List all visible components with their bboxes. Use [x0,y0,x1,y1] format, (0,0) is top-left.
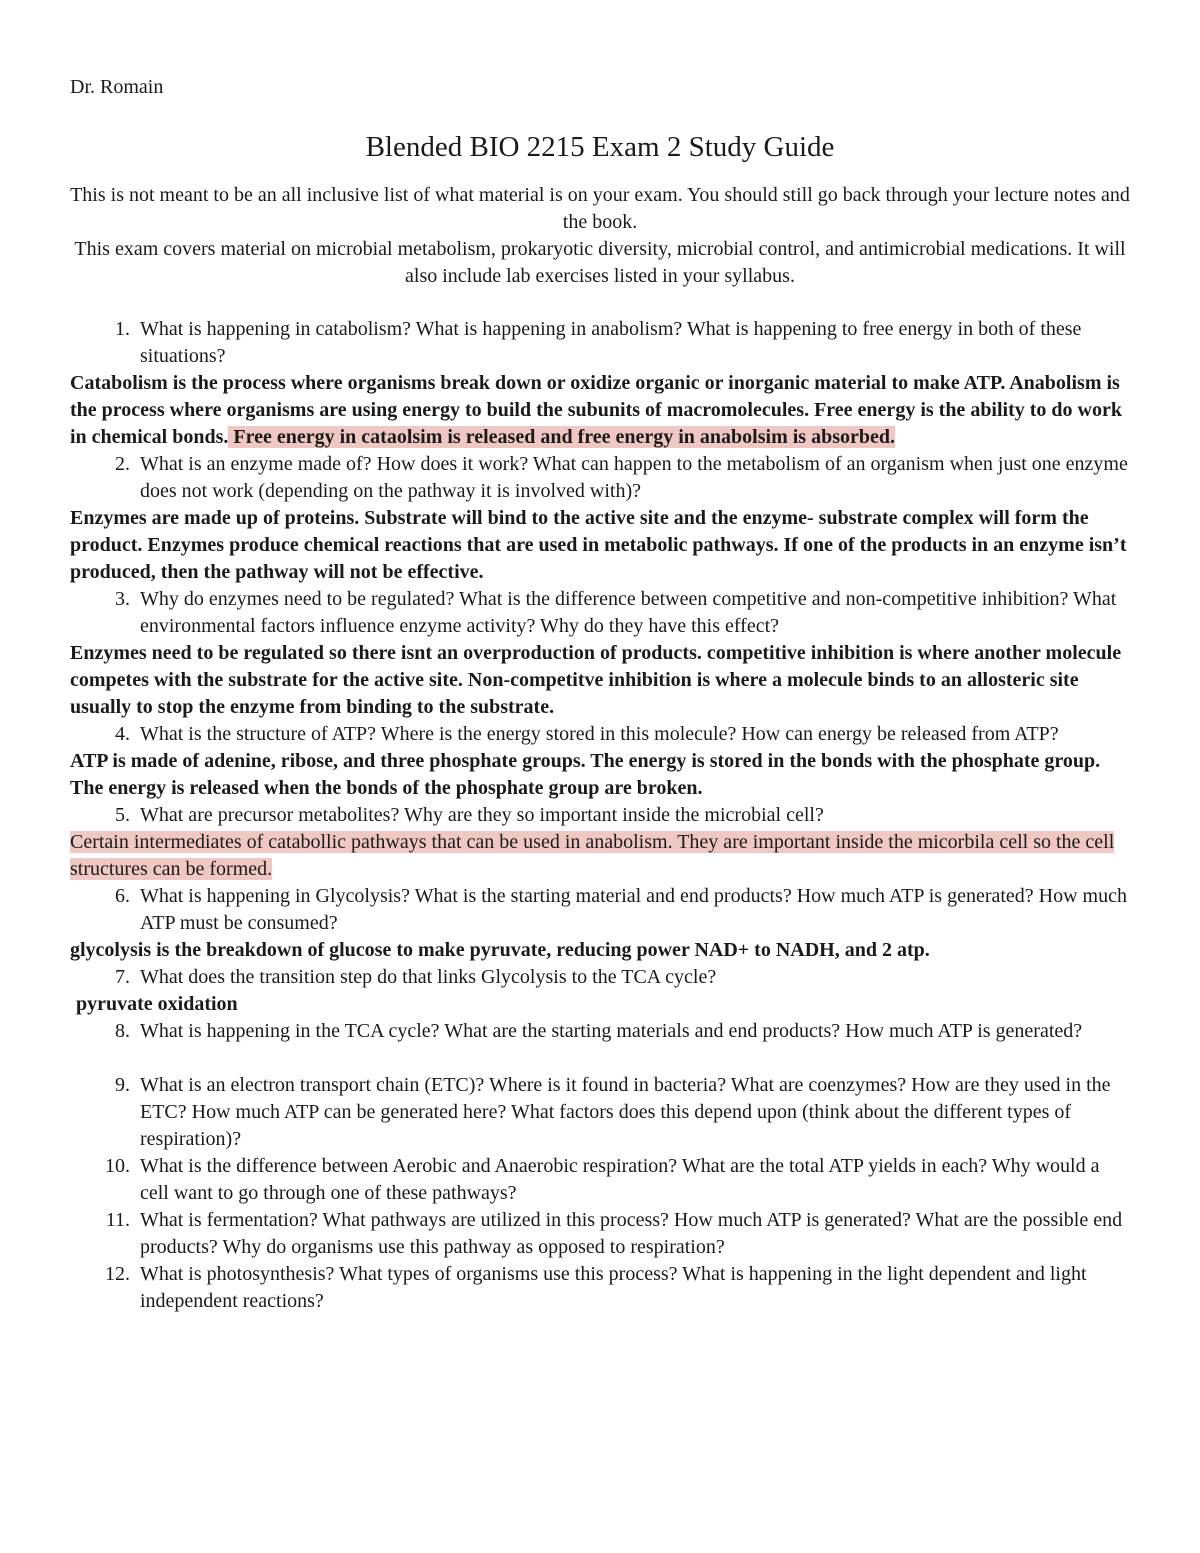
page-title: Blended BIO 2215 Exam 2 Study Guide [365,131,835,163]
question-number: 6. [115,885,130,907]
answer-4: ATP is made of adenine, ribose, and three phosphate groups. The energy is stored in the bonds with the phosphate group. The energy is released when the bonds of the phosphate group are broken. [70,750,1101,799]
question-number: 4. [115,723,130,745]
answer-highlight: Certain intermediates of catabollic pathways that can be used in anabolism. They are important inside the micorbila cell so the cell structures can be formed. [70,831,1115,880]
question-5 [70,802,1130,829]
question-list [70,316,1130,1315]
question-number: 5. [115,804,130,826]
question-number: 3. [115,588,130,610]
blank-line [70,1045,1130,1072]
question-text: What is photosynthesis? What types of organisms use this process? What is happening in the light dependent and light independent reactions? [140,1263,1087,1312]
question-number: 2. [115,453,130,475]
question-number: 10. [105,1155,130,1177]
question-text: What does the transition step do that links Glycolysis to the TCA cycle? [140,966,717,988]
question-number: 1. [115,318,130,340]
question-12 [70,1261,1130,1315]
question-text: What is the difference between Aerobic and Anaerobic respiration? What are the total ATP yields in each? Why would a cell want to go through one of these pathways? [140,1155,1100,1204]
question-text: What is an electron transport chain (ETC)? Where is it found in bacteria? What are coenzymes? How are they used in the ETC? How much ATP can be generated here? What factors does this depend upon (think about the different types of respiration)? [140,1074,1111,1150]
question-text: What is happening in catabolism? What is happening in anabolism? What is happening to free energy in both of these situations? [140,318,1082,367]
question-text: What are precursor metabolites? Why are they so important inside the microbial cell? [140,804,824,826]
question-number: 8. [115,1020,130,1042]
question-1 [70,316,1130,370]
answer-2: Enzymes are made up of proteins. Substrate will bind to the active site and the enzyme- substrate complex will form the product. Enzymes produce chemical reactions that are used in metabolic pathways. If one of the products in an enzyme isn’t produced, then the pathway will not be effective. [70,507,1127,583]
question-number: 7. [115,966,130,988]
question-number: 12. [105,1263,130,1285]
question-3 [70,586,1130,640]
question-text: What is happening in Glycolysis? What is the starting material and end products? How much ATP is generated? How much ATP must be consumed? [140,885,1127,934]
intro-paragraph-2: This exam covers material on microbial metabolism, prokaryotic diversity, microbial control, and antimicrobial medications. It will also include lab exercises listed in your syllabus. [74,238,1126,287]
question-7 [70,964,1130,991]
question-8 [70,1018,1130,1045]
question-6 [70,883,1130,937]
question-text: What is an enzyme made of? How does it work? What can happen to the metabolism of an organism when just one enzyme does not work (depending on the pathway it is involved with)? [140,453,1128,502]
question-text: What is the structure of ATP? Where is the energy stored in this molecule? How can energy be released from ATP? [140,723,1059,745]
intro-paragraph-1: This is not meant to be an all inclusive list of what material is on your exam. You should still go back through your lecture notes and the book. [70,184,1130,233]
question-9 [70,1072,1130,1153]
intro-block [70,182,1130,290]
question-2 [70,451,1130,505]
answer-text: Catabolism is the process where organisms break down or oxidize organic or inorganic material to make ATP. Anabolism is the process where organisms are using energy to build the subunits of macromolecules. Free energy is the ability to do work in chemical bonds. [70,372,1122,448]
question-10 [70,1153,1130,1207]
question-number: 11. [105,1209,130,1231]
answer-6: glycolysis is the breakdown of glucose to make pyruvate, reducing power NAD+ to NADH, and 2 atp. [70,939,930,961]
question-text: What is fermentation? What pathways are utilized in this process? How much ATP is generated? What are the possible end products? Why do organisms use this pathway as opposed to respiration? [140,1209,1123,1258]
author-name: Dr. Romain [70,76,164,98]
question-text: Why do enzymes need to be regulated? What is the difference between competitive and non-competitive inhibition? What environmental factors influence enzyme activity? Why do they have this effect? [140,588,1117,637]
question-text: What is happening in the TCA cycle? What are the starting materials and end products? How much ATP is generated? [140,1020,1083,1042]
answer-5 [70,829,1130,883]
question-4 [70,721,1130,748]
answer-highlight: Free energy in cataolsim is released and free energy in anabolsim is absorbed. [228,426,895,448]
question-number: 9. [115,1074,130,1096]
answer-7: pyruvate oxidation [76,993,238,1015]
answer-3: Enzymes need to be regulated so there isnt an overproduction of products. competitive inhibition is where another molecule competes with the substrate for the active site. Non-competitve inhibition is where a molecule binds to an allosteric site usually to stop the enzyme from binding to the substrate. [70,642,1122,718]
question-11 [70,1207,1130,1261]
answer-1 [70,370,1130,451]
